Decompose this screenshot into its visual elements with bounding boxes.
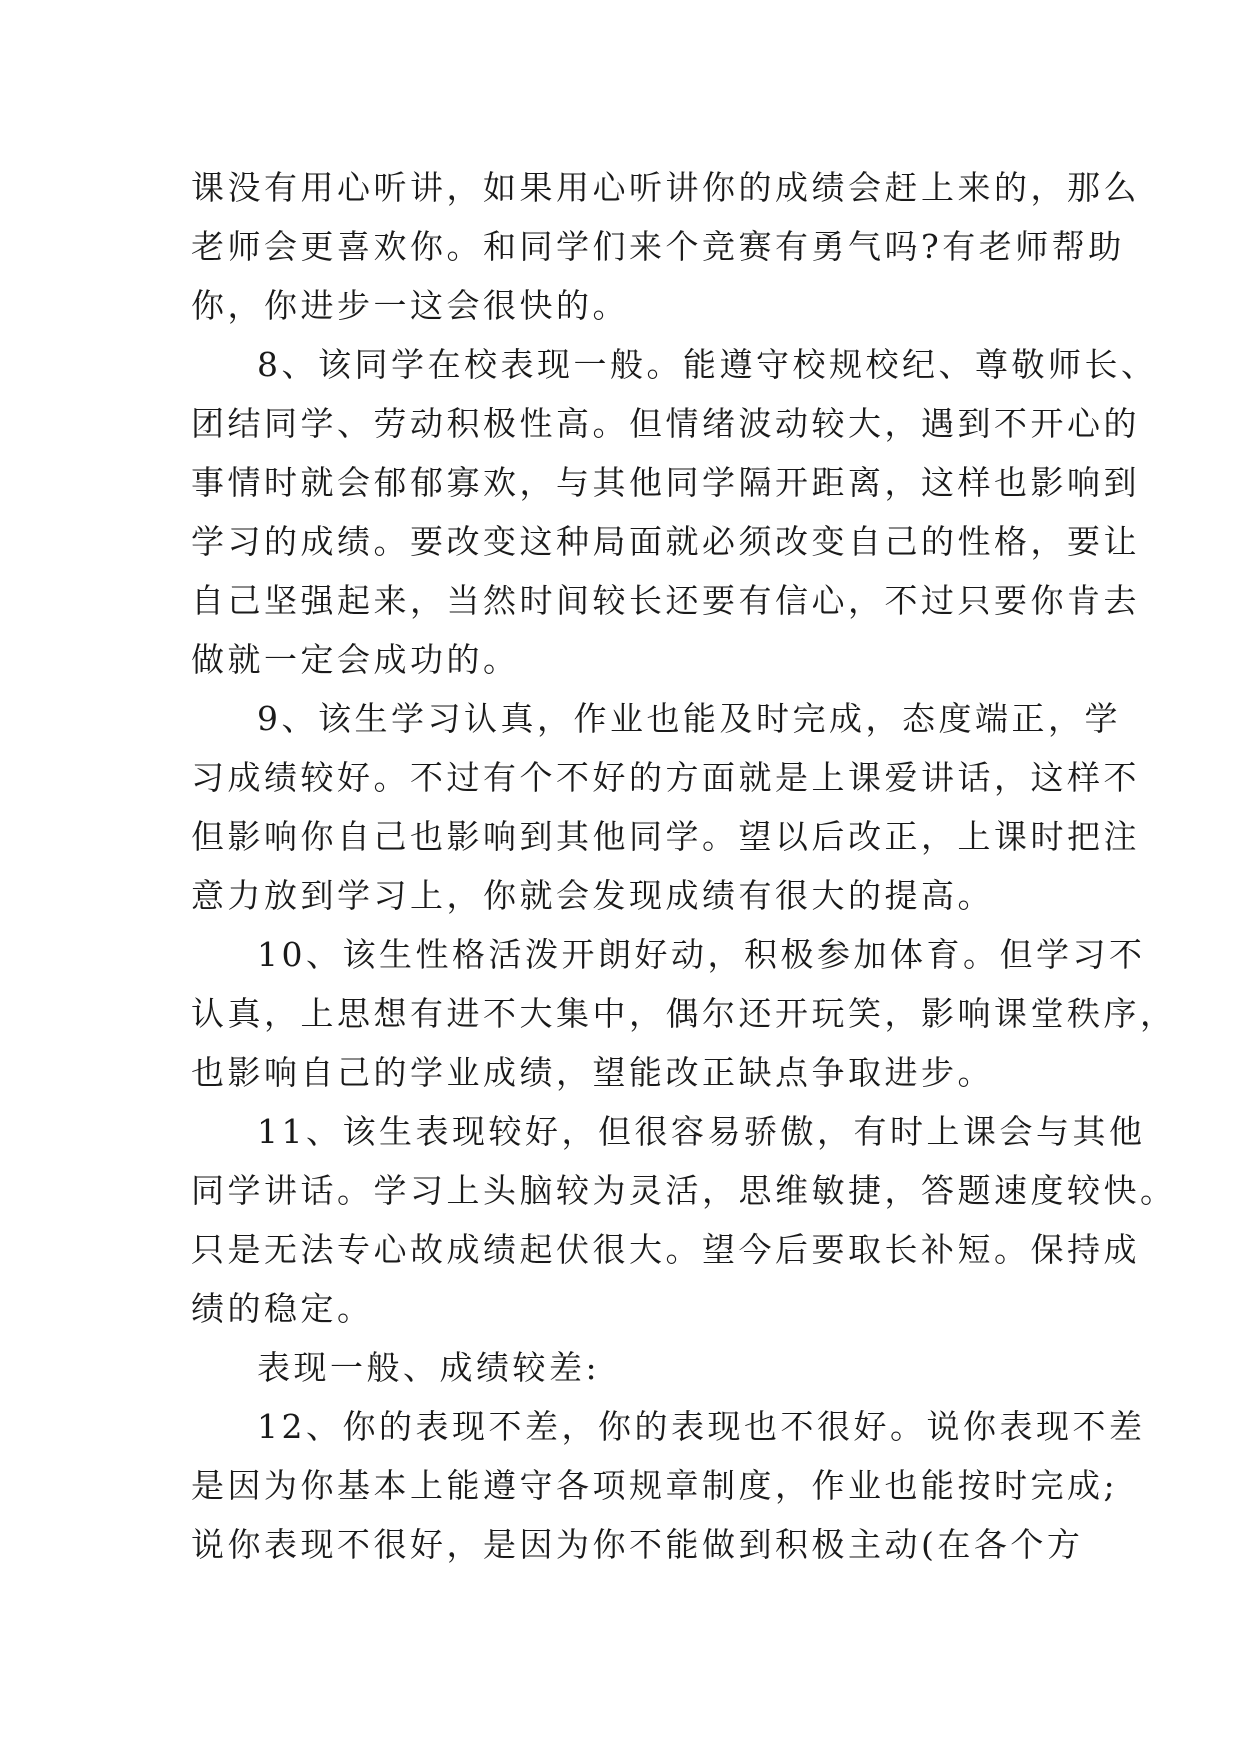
text-line: 老师会更喜欢你。和同学们来个竞赛有勇气吗?有老师帮助 <box>191 227 1125 266</box>
text-line: 绩的稳定。 <box>191 1289 374 1328</box>
text-line: 习成绩较好。不过有个不好的方面就是上课爱讲话，这样不 <box>191 758 1140 797</box>
text-line: 自己坚强起来，当然时间较长还要有信心，不过只要你肯去 <box>191 581 1140 620</box>
text-line: 只是无法专心故成绩起伏很大。望今后要取长补短。保持成 <box>191 1230 1140 1269</box>
text-line: 也影响自己的学业成绩，望能改正缺点争取进步。 <box>191 1053 994 1092</box>
text-line: 事情时就会郁郁寡欢，与其他同学隔开距离，这样也影响到 <box>191 463 1140 502</box>
text-line: 课没有用心听讲，如果用心听讲你的成绩会赶上来的，那么 <box>191 168 1140 207</box>
text-line: 你，你进步一这会很快的。 <box>191 286 629 325</box>
text-line: 团结同学、劳动积极性高。但情绪波动较大，遇到不开心的 <box>191 404 1140 443</box>
text-line: 表现一般、成绩较差: <box>257 1348 601 1387</box>
text-line: 8、该同学在校表现一般。能遵守校规校纪、尊敬师长、 <box>257 345 1158 384</box>
text-line: 同学讲话。学习上头脑较为灵活，思维敏捷，答题速度较快。 <box>191 1171 1177 1210</box>
text-line: 说你表现不很好，是因为你不能做到积极主动(在各个方 <box>191 1525 1084 1564</box>
text-line: 做就一定会成功的。 <box>191 640 520 679</box>
text-line: 9、该生学习认真，作业也能及时完成，态度端正，学 <box>257 699 1121 738</box>
text-line: 认真，上思想有进不大集中，偶尔还开玩笑，影响课堂秩序， <box>191 994 1177 1033</box>
text-line: 10、该生性格活泼开朗好动，积极参加体育。但学习不 <box>257 935 1146 974</box>
text-line: 11、该生表现较好，但很容易骄傲，有时上课会与其他 <box>257 1112 1146 1151</box>
text-line: 但影响你自己也影响到其他同学。望以后改正，上课时把注 <box>191 817 1140 856</box>
text-line: 是因为你基本上能遵守各项规章制度，作业也能按时完成; <box>191 1466 1119 1505</box>
document-body <box>191 158 1177 1574</box>
text-line: 意力放到学习上，你就会发现成绩有很大的提高。 <box>191 876 994 915</box>
text-line: 学习的成绩。要改变这种局面就必须改变自己的性格，要让 <box>191 522 1140 561</box>
text-line: 12、你的表现不差，你的表现也不很好。说你表现不差 <box>257 1407 1146 1446</box>
